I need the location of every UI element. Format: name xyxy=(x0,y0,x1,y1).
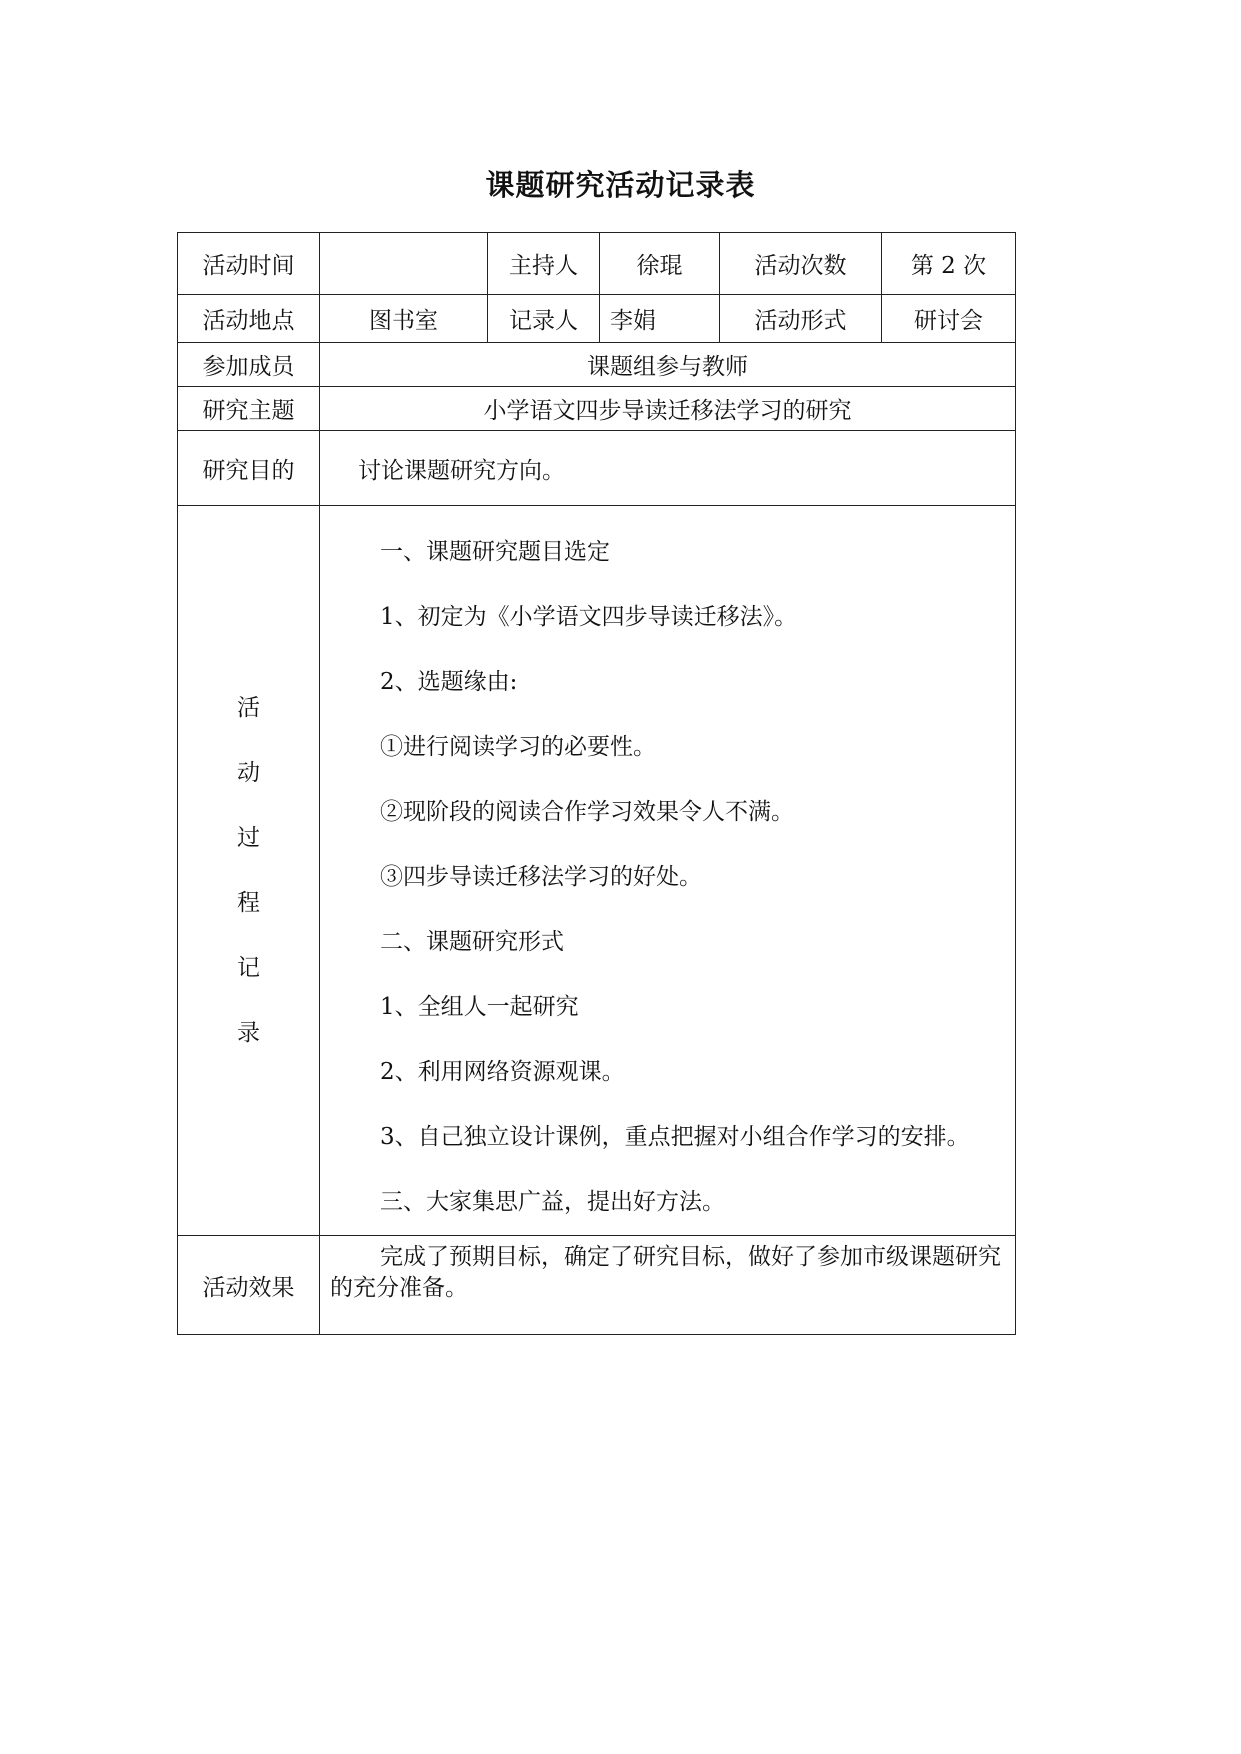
process-line: 2、选题缘由: xyxy=(380,669,518,695)
process-line: ①进行阅读学习的必要性。 xyxy=(380,734,656,760)
activity-time-value xyxy=(320,233,488,295)
process-label-char: 程 xyxy=(237,889,260,916)
process-line: 2、利用网络资源观课。 xyxy=(380,1059,625,1085)
topic-value: 小学语文四步导读迁移法学习的研究 xyxy=(320,387,1016,431)
table-row xyxy=(178,506,1016,1236)
table-row xyxy=(178,343,1016,387)
recorder-label: 记录人 xyxy=(488,295,600,343)
activity-place-value: 图书室 xyxy=(320,295,488,343)
activity-record-table xyxy=(177,232,1016,1335)
activity-count-value: 第 2 次 xyxy=(882,233,1016,295)
process-line: 三、大家集思广益，提出好方法。 xyxy=(380,1189,725,1215)
purpose-label: 研究目的 xyxy=(178,431,320,506)
members-value: 课题组参与教师 xyxy=(320,343,1016,387)
process-label-char: 过 xyxy=(237,824,260,851)
table-row xyxy=(178,1236,1016,1335)
process-label-char: 录 xyxy=(237,1019,260,1046)
topic-label: 研究主题 xyxy=(178,387,320,431)
table-row xyxy=(178,295,1016,343)
process-line: 3、自己独立设计课例，重点把握对小组合作学习的安排。 xyxy=(380,1124,970,1150)
purpose-value: 讨论课题研究方向。 xyxy=(320,431,1016,506)
host-label: 主持人 xyxy=(488,233,600,295)
process-label-char: 活 xyxy=(237,694,260,721)
table-row xyxy=(178,431,1016,506)
activity-form-value: 研讨会 xyxy=(882,295,1016,343)
activity-place-label: 活动地点 xyxy=(178,295,320,343)
effect-label: 活动效果 xyxy=(178,1236,320,1335)
process-line: 一、课题研究题目选定 xyxy=(380,539,610,565)
members-label: 参加成员 xyxy=(178,343,320,387)
table-row xyxy=(178,387,1016,431)
recorder-value: 李娟 xyxy=(600,295,720,343)
table-row xyxy=(178,233,1016,295)
process-label xyxy=(178,506,320,1236)
activity-count-label: 活动次数 xyxy=(720,233,882,295)
page-title: 课题研究活动记录表 xyxy=(485,168,756,202)
process-line: ②现阶段的阅读合作学习效果令人不满。 xyxy=(380,799,794,825)
process-content xyxy=(320,506,1016,1236)
process-line: 二、课题研究形式 xyxy=(380,929,564,955)
activity-time-label: 活动时间 xyxy=(178,233,320,295)
activity-form-label: 活动形式 xyxy=(720,295,882,343)
process-label-char: 动 xyxy=(237,759,260,786)
process-line: 1、全组人一起研究 xyxy=(380,994,579,1020)
process-line: 1、初定为《小学语文四步导读迁移法》。 xyxy=(380,604,798,630)
host-value: 徐琨 xyxy=(600,233,720,295)
effect-value: 完成了预期目标，确定了研究目标，做好了参加市级课题研究的充分准备。 xyxy=(320,1236,1016,1335)
process-line: ③四步导读迁移法学习的好处。 xyxy=(380,864,702,890)
process-label-char: 记 xyxy=(237,954,260,981)
